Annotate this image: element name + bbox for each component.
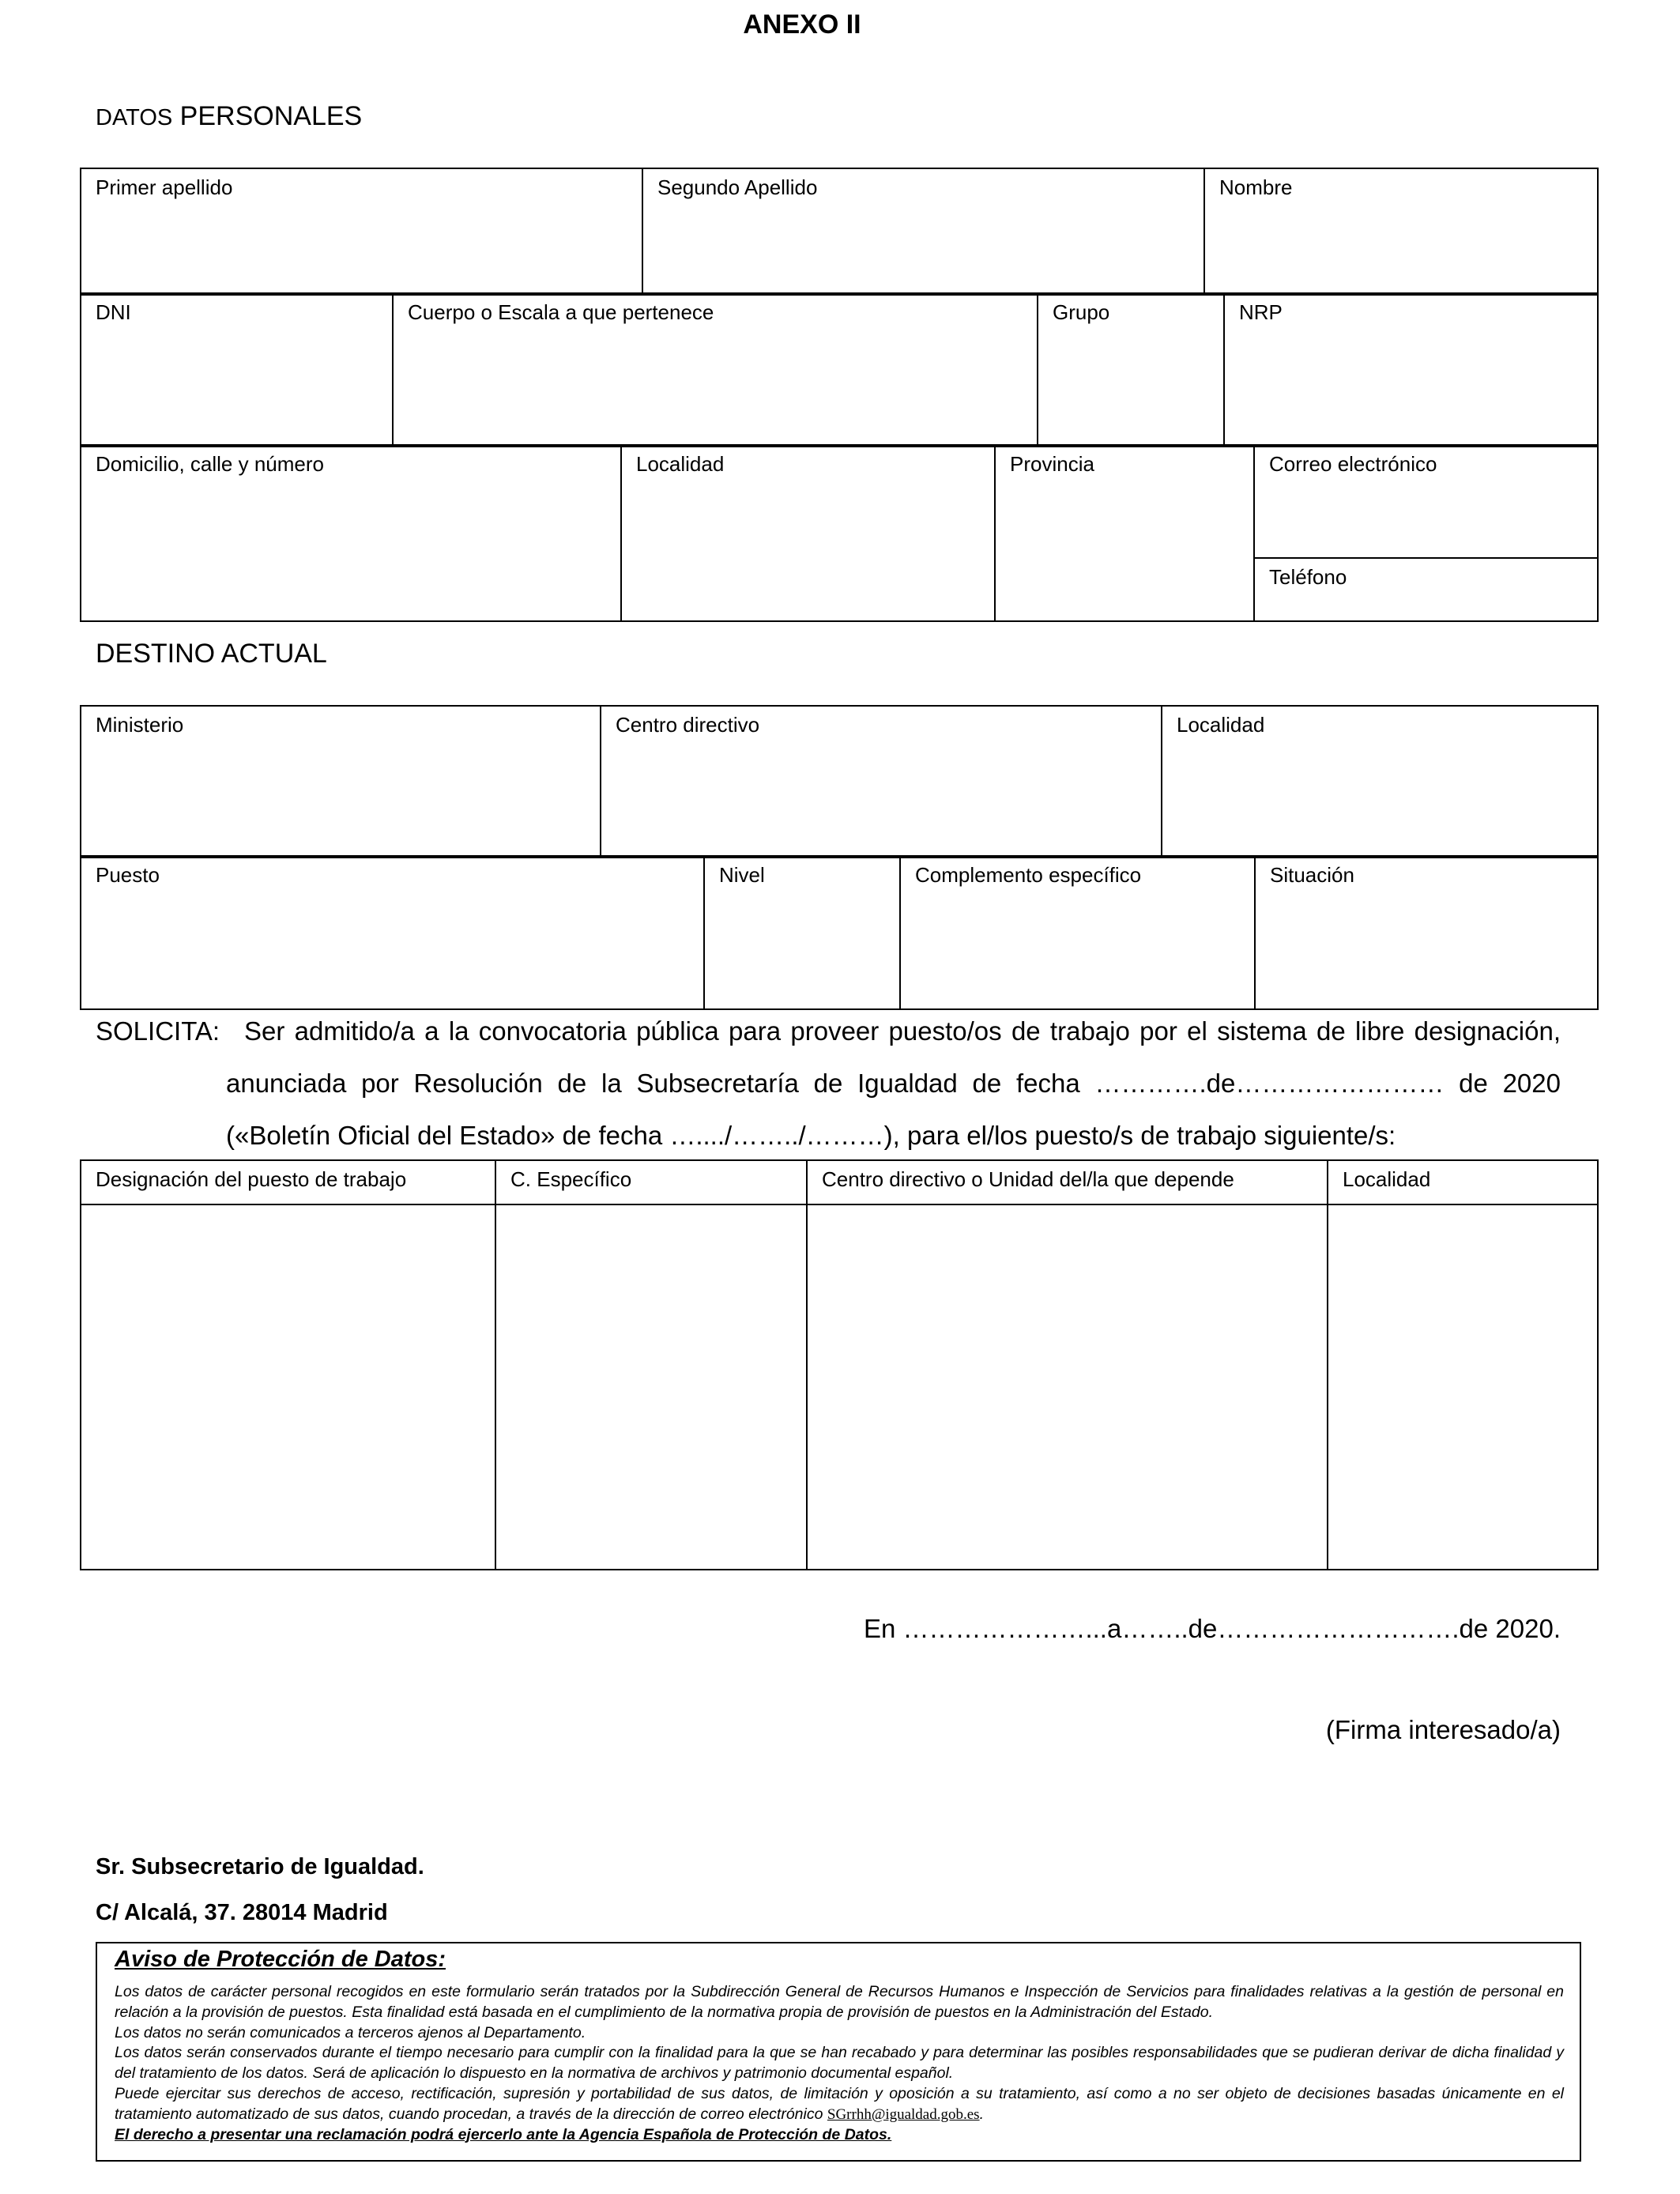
field-localidad[interactable]: [621, 445, 995, 621]
field-label: Cuerpo o Escala a que pertenece: [408, 300, 714, 324]
destinatario-line2: C/ Alcalá, 37. 28014 Madrid: [96, 1900, 388, 1925]
notice-paragraph: Los datos serán conservados durante el tiempo necesario para cumplir con la finalidad para la que se han recabado y para determinar las posibles responsabilidades que se pudieran derivar de dicha finalidad y del tratamiento de los datos. Será de aplicación lo dispuesto en la normativa de archivos y patrimonio documental español.: [115, 2044, 1564, 2083]
field-telefono[interactable]: [1255, 559, 1597, 620]
field-localidad-puesto[interactable]: [1328, 1204, 1598, 1570]
destino-actual-row1: [80, 705, 1599, 858]
field-label: Domicilio, calle y número: [96, 452, 324, 476]
notice-email-link[interactable]: SGrrhh@igualdad.gob.es: [827, 2105, 980, 2123]
notice-paragraph: Los datos no serán comunicados a terceros ajenos al Departamento.: [115, 2023, 586, 2041]
notice-period: .: [979, 2105, 984, 2123]
notice-text: [115, 1982, 1564, 2145]
table-header-row: [81, 1160, 1598, 1204]
field-situacion[interactable]: [1255, 856, 1598, 1009]
field-label: NRP: [1239, 300, 1283, 324]
field-nombre[interactable]: [1204, 168, 1598, 295]
field-centro-directivo[interactable]: [601, 706, 1162, 858]
column-header: Centro directivo o Unidad del/la que depende: [807, 1160, 1328, 1204]
data-protection-notice: [96, 1942, 1581, 2162]
field-label: Grupo: [1053, 300, 1110, 324]
destino-actual-row2: [80, 855, 1599, 1010]
datos-personales-row2: [80, 292, 1599, 447]
destinatario-line1: Sr. Subsecretario de Igualdad.: [96, 1854, 424, 1879]
field-ministerio[interactable]: [81, 706, 601, 858]
field-label: Provincia: [1010, 452, 1094, 476]
field-label: Localidad: [1177, 713, 1265, 737]
field-localidad-destino[interactable]: [1162, 706, 1598, 858]
field-label: Ministerio: [96, 713, 184, 737]
notice-paragraph: Los datos de carácter personal recogidos en este formulario serán tratados por la Subdirección General de Recursos Humanos e Inspección de Servicios para finalidades relativas a la gestión de personal en relación a la provisión de puestos. Esta finalidad está basada en el cumplimiento de la normativa propia de provisión de puestos en la Administración del Estado.: [115, 1983, 1564, 2021]
field-label: Segundo Apellido: [657, 175, 818, 199]
field-label: Localidad: [636, 452, 725, 476]
field-designacion-puesto[interactable]: [81, 1204, 495, 1570]
page-title: ANEXO II: [743, 9, 861, 40]
field-nrp[interactable]: [1224, 293, 1598, 447]
field-label: Nombre: [1219, 175, 1293, 199]
solicita-text: Ser admitido/a a la convocatoria pública para proveer puesto/os de trabajo por el sistema de libre designación, anunciada por Resolución de la Subsecretaría de Igualdad de fecha ………….de…………………… de 2020 («Boletín Oficial del Estado» de fecha …..../……../………), para el/los puesto/s de trabajo siguiente/s:: [226, 1016, 1561, 1150]
field-provincia[interactable]: [995, 445, 1254, 621]
field-complemento-especifico[interactable]: [900, 856, 1255, 1009]
field-cuerpo-escala[interactable]: [393, 293, 1038, 447]
field-label: Complemento específico: [915, 863, 1142, 887]
field-segundo-apellido[interactable]: [642, 168, 1204, 295]
field-centro-unidad[interactable]: [807, 1204, 1328, 1570]
field-label: Centro directivo: [616, 713, 760, 737]
field-label: Nivel: [719, 863, 765, 887]
field-label: Situación: [1270, 863, 1354, 887]
column-header: C. Específico: [495, 1160, 807, 1204]
field-puesto[interactable]: [81, 856, 704, 1009]
firma-label: (Firma interesado/a): [1325, 1715, 1561, 1744]
column-header: Localidad: [1328, 1160, 1598, 1204]
field-grupo[interactable]: [1038, 293, 1224, 447]
field-label: Correo electrónico: [1269, 452, 1437, 476]
notice-claim: El derecho a presentar una reclamación podrá ejercerlo ante la Agencia Española de Protección de Datos.: [115, 2125, 892, 2143]
notice-paragraph: Puede ejercitar sus derechos de acceso, rectificación, supresión y portabilidad de sus datos, de limitación y oposición a su tratamiento, así como a no ser objeto de decisiones basadas únicamente en el tratamiento automatizado de sus datos, cuando procedan, a través de la dirección de correo electrónico: [115, 2084, 1564, 2123]
fecha-line: En …………………...a……..de……………………….de 2020.: [863, 1614, 1561, 1643]
heading-prefix: DATOS: [96, 105, 173, 130]
table-row: [81, 1204, 1598, 1570]
solicita-keyword: SOLICITA:: [96, 1016, 220, 1046]
datos-personales-row1: [80, 168, 1599, 296]
solicita-paragraph: [96, 1005, 1561, 1162]
field-c-especifico[interactable]: [495, 1204, 807, 1570]
field-nivel[interactable]: [704, 856, 900, 1009]
section-heading-destino-actual: DESTINO ACTUAL: [96, 639, 327, 669]
puestos-table: [80, 1159, 1599, 1570]
field-label: Primer apellido: [96, 175, 233, 199]
datos-personales-row3: [80, 444, 1599, 622]
field-label: Teléfono: [1269, 565, 1347, 589]
field-correo[interactable]: [1255, 446, 1597, 559]
field-dni[interactable]: [81, 293, 393, 447]
field-domicilio[interactable]: [81, 445, 621, 621]
column-header: Designación del puesto de trabajo: [81, 1160, 495, 1204]
notice-title: Aviso de Protección de Datos:: [115, 1947, 446, 1972]
section-heading-datos-personales: [96, 101, 362, 132]
field-label: DNI: [96, 300, 131, 324]
field-primer-apellido[interactable]: [81, 168, 642, 295]
contact-cell: [1254, 445, 1598, 621]
field-label: Puesto: [96, 863, 160, 887]
heading-rest: PERSONALES: [172, 101, 363, 131]
